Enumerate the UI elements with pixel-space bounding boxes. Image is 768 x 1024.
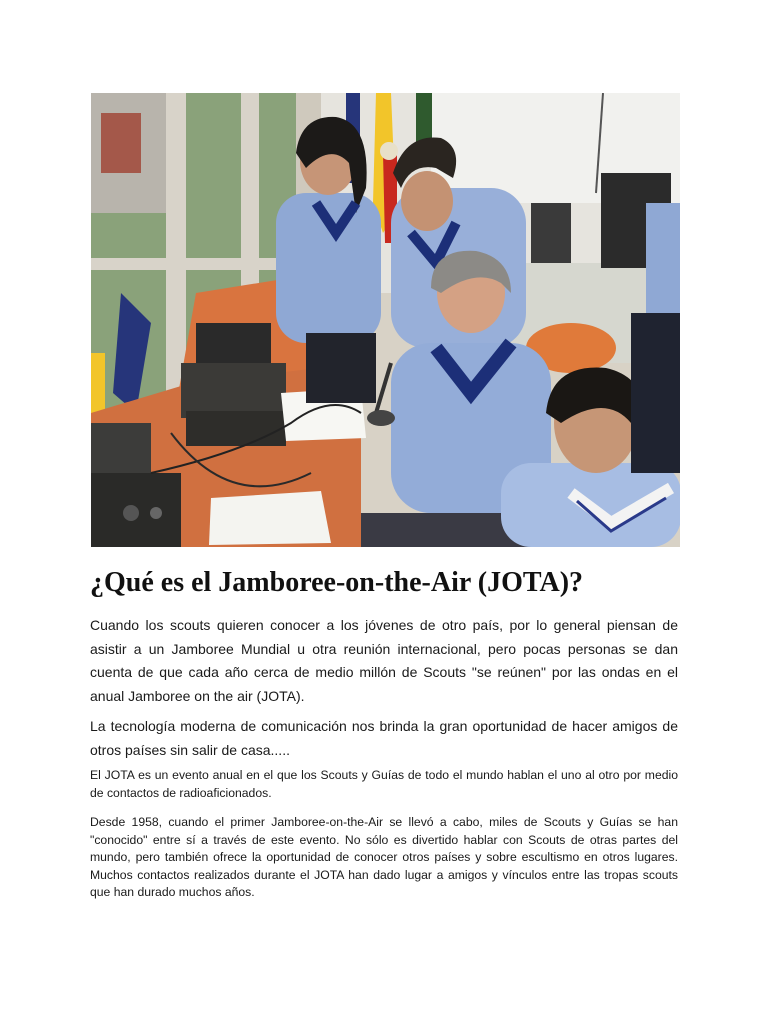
paragraph-technology: La tecnología moderna de comunicación nos brinda la gran oportunidad de hacer amigos de otros países sin salir de casa..... <box>90 718 678 758</box>
paragraph-intro: Cuando los scouts quieren conocer a los jóvenes de otro país, por lo general piensan de asistir a un Jamboree Mundial u otra reunión internacional, pero pocas personas se dan cuenta de que cada año cerca de medio millón de Scouts "se reúnen" por las ondas en el anual Jamboree on the air (JOTA). <box>90 617 678 704</box>
article-title: ¿Qué es el Jamboree-on-the-Air (JOTA)? <box>90 567 584 598</box>
paragraph-history: Desde 1958, cuando el primer Jamboree-on-the-Air se llevó a cabo, miles de Scouts y Guías se han "conocido" entre sí a través de este evento. No sólo es divertido hablar con Scouts de otras partes del mundo, pero también ofrece la oportunidad de conocer otros países y sobre escultismo en otros lugares. Muchos contactos realizados durante el JOTA han dado lugar a amigos y vínculos entre las tropas scouts que han durado muchos años. <box>90 815 678 900</box>
photo-illustration <box>91 93 680 547</box>
paragraph-jota-definition: El JOTA es un evento anual en el que los Scouts y Guías de todo el mundo hablan el uno al otro por medio de contactos de radioaficionados. <box>90 768 678 800</box>
scouts-radio-photo <box>91 93 680 547</box>
